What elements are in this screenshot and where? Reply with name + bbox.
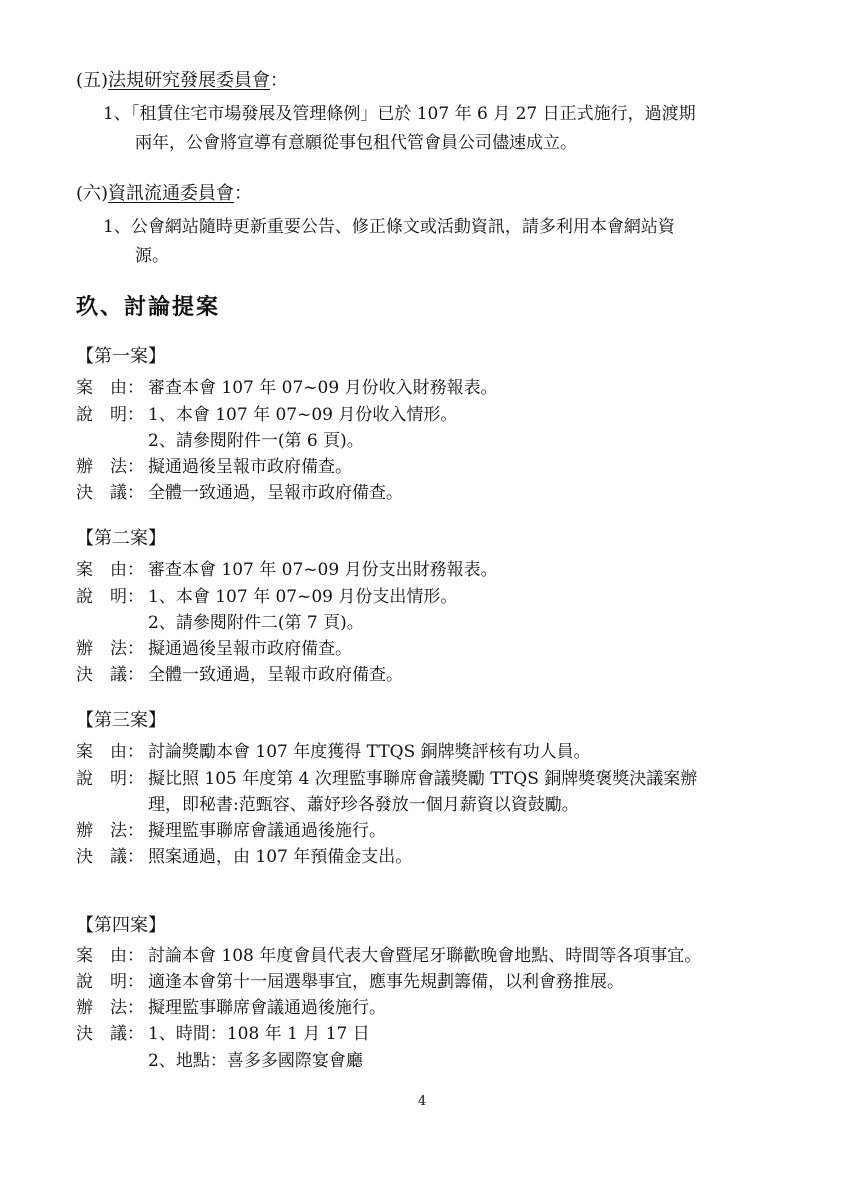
explain-label: 說 明： [76,587,144,607]
section-five-colon: ： [270,70,289,91]
resolution-label: 決 議： [76,483,144,503]
case-2-reason [76,560,498,580]
reason-label: 案 由： [76,560,144,580]
section-six-item1-line2: 源。 [135,246,169,266]
section-five-item1-line1: 1、「租賃住宅市場發展及管理條例」已於 107 年 6 月 27 日正式施行，過渡期 [103,104,696,124]
case-2-reason-text: 審查本會 107 年 07~09 月份支出財務報表。 [148,560,498,580]
case-1-method-text: 擬通過後呈報市政府備查。 [148,457,352,477]
discussion-heading: 玖、討論提案 [76,294,221,320]
section-five-title: 法規研究發展委員會 [108,70,271,91]
case-1-reason [76,378,498,398]
case-4-resolution-1: 1、時間：108 年 1 月 17 日 [148,1024,370,1044]
explain-label: 說 明： [76,405,144,425]
case-1-resolution [76,483,403,503]
method-label: 辦 法： [76,639,144,659]
case-3-method [76,821,386,841]
reason-label: 案 由： [76,742,144,762]
section-five-prefix: (五) [76,70,109,91]
section-five-item1-line2: 兩年，公會將宣導有意願從事包租代管會員公司儘速成立。 [135,133,577,153]
case-4-resolution-2: 2、地點：喜多多國際宴會廳 [148,1051,363,1071]
case-1-explain-1: 1、本會 107 年 07~09 月份收入情形。 [148,405,458,425]
case-2-title: 【第二案】 [76,528,166,549]
case-3-explain-2: 理，即秘書:范甄容、蕭妤珍各發放一個月薪資以資鼓勵。 [148,795,579,815]
case-3-reason-text: 討論獎勵本會 107 年度獲得 TTQS 銅牌獎評核有功人員。 [148,742,591,762]
resolution-label: 決 議： [76,847,144,867]
section-six-title: 資訊流通委員會 [108,183,235,204]
case-4-reason-text: 討論本會 108 年度會員代表大會暨尾牙聯歡晚會地點、時間等各項事宜。 [148,946,702,966]
case-1-reason-text: 審查本會 107 年 07~09 月份收入財務報表。 [148,378,498,398]
case-3-reason [76,742,591,762]
case-3-resolution-text: 照案通過，由 107 年預備金支出。 [148,847,413,867]
section-six-item1-line1: 1、公會網站隨時更新重要公告、修正條文或活動資訊，請多利用本會網站資 [103,217,675,237]
case-3-resolution [76,847,412,867]
case-1-resolution-text: 全體一致通過，呈報市政府備查。 [148,483,403,503]
method-label: 辦 法： [76,821,144,841]
case-2-explain-1: 1、本會 107 年 07~09 月份支出情形。 [148,587,458,607]
method-label: 辦 法： [76,998,144,1018]
case-4-explain-1: 適逢本會第十一屆選舉事宜，應事先規劃籌備，以利會務推展。 [148,972,624,992]
case-1-title: 【第一案】 [76,346,166,367]
section-six-colon: ： [234,183,253,204]
reason-label: 案 由： [76,378,144,398]
section-six-heading [76,183,252,205]
section-six-prefix: (六) [76,183,109,204]
resolution-label: 決 議： [76,1024,144,1044]
case-4-method-text: 擬理監事聯席會議通過後施行。 [148,998,386,1018]
case-3-title: 【第三案】 [76,710,166,731]
case-1-explain-2: 2、請參閱附件一(第 6 頁)。 [148,431,364,451]
case-4-reason [76,946,701,966]
method-label: 辦 法： [76,457,144,477]
case-3-method-text: 擬理監事聯席會議通過後施行。 [148,821,386,841]
case-4-explain [76,972,624,992]
case-1-method [76,457,352,477]
reason-label: 案 由： [76,946,144,966]
case-2-method [76,639,352,659]
page-number: 4 [418,1094,427,1109]
case-2-explain-2: 2、請參閱附件二(第 7 頁)。 [148,613,364,633]
explain-label: 說 明： [76,972,144,992]
case-3-explain-1: 擬比照 105 年度第 4 次理監事聯席會議獎勵 TTQS 銅牌獎褒獎決議案辦 [148,769,698,789]
case-4-resolution [76,1024,370,1044]
section-five-heading [76,70,288,92]
case-1-explain [76,405,457,425]
case-2-method-text: 擬通過後呈報市政府備查。 [148,639,352,659]
case-4-title: 【第四案】 [76,915,166,936]
resolution-label: 決 議： [76,665,144,685]
case-4-method [76,998,386,1018]
explain-label: 說 明： [76,769,144,789]
case-3-explain [76,769,697,789]
case-2-explain [76,587,457,607]
case-2-resolution-text: 全體一致通過，呈報市政府備查。 [148,665,403,685]
case-2-resolution [76,665,403,685]
